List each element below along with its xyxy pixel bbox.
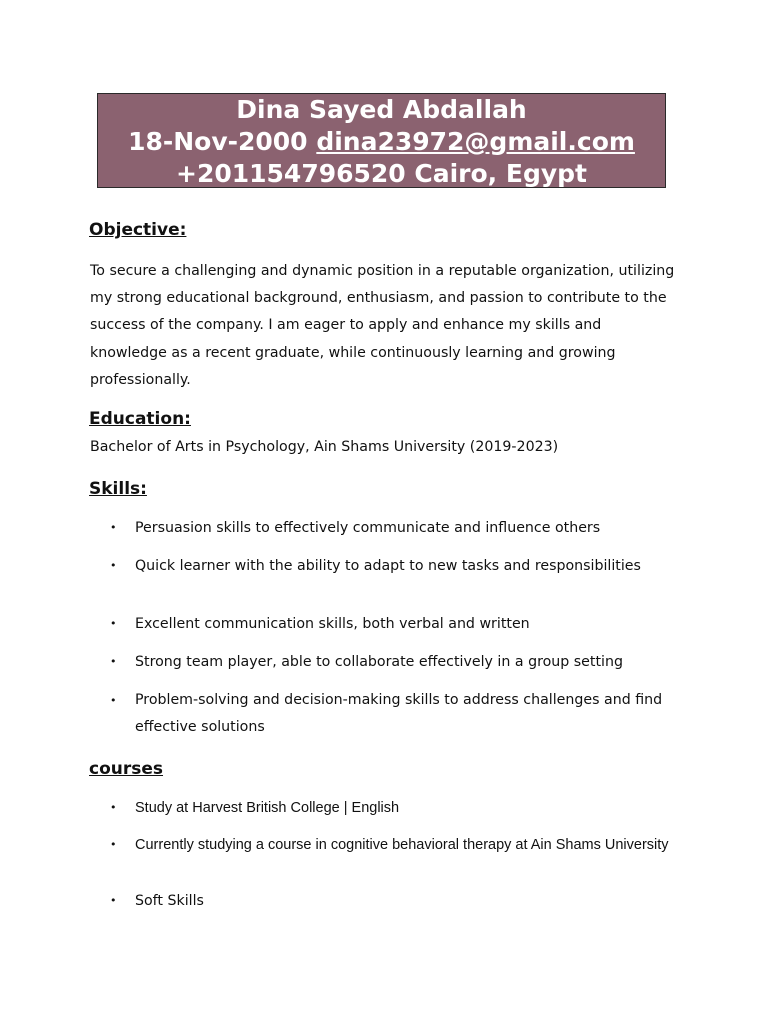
phone-location: +201154796520 Cairo, Egypt: [176, 159, 587, 188]
bullet-icon: •: [110, 521, 117, 534]
resume-header: [97, 93, 666, 188]
objective-text: To secure a challenging and dynamic position in a reputable organization, utilizing my strong educational background, enthusiasm, and passion to contribute to the success of the company. I am eager to apply and enhance my skills and knowledge as a recent graduate, while continuously learning and growing professionally.: [90, 263, 675, 388]
skill-text: Quick learner with the ability to adapt to new tasks and responsibilities: [135, 558, 641, 574]
candidate-name: Dina Sayed Abdallah: [236, 95, 527, 124]
skill-text: Problem-solving and decision-making skills to address challenges and find effective solutions: [135, 692, 663, 735]
bullet-icon: •: [110, 894, 117, 907]
bullet-icon: •: [110, 655, 117, 668]
bullet-icon: •: [110, 559, 117, 572]
date-of-birth: 18-Nov-2000: [128, 127, 308, 156]
objective-heading: Objective:: [89, 220, 187, 240]
skill-text: Strong team player, able to collaborate effectively in a group setting: [135, 654, 623, 670]
bullet-icon: •: [110, 617, 117, 630]
email-link[interactable]: dina23972@gmail.com: [316, 127, 635, 156]
bullet-icon: •: [110, 838, 117, 851]
skills-heading: Skills:: [89, 479, 147, 499]
education-text: Bachelor of Arts in Psychology, Ain Shams University (2019-2023): [90, 439, 559, 455]
course-text: Study at Harvest British College | English: [135, 800, 400, 816]
dob-email-line: [98, 126, 665, 158]
course-text: Currently studying a course in cognitive behavioral therapy at Ain Shams University: [135, 837, 669, 853]
skill-text: Excellent communication skills, both verbal and written: [135, 616, 530, 632]
education-heading: Education:: [89, 409, 191, 429]
course-text: Soft Skills: [135, 893, 204, 909]
bullet-icon: •: [110, 801, 117, 814]
courses-heading: courses: [89, 759, 164, 779]
skill-text: Persuasion skills to effectively communicate and influence others: [135, 520, 601, 536]
bullet-icon: •: [110, 694, 117, 707]
